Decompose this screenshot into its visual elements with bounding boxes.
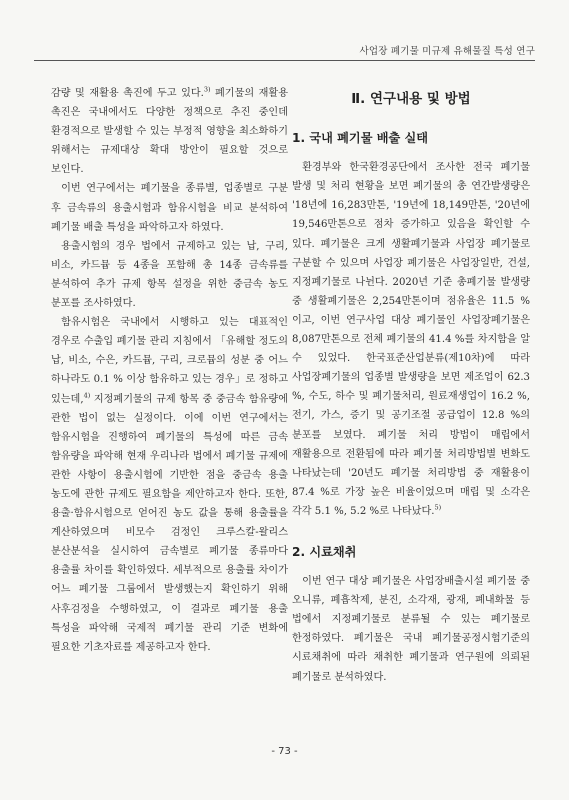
paragraph: 이번 연구 대상 폐기물은 사업장배출시설 폐기물 중 오니류, 폐흡착제, 분진, 소각재, 광재, 폐내화물 등 법에서 지정폐기물로 분류될 수 있는 폐기물로 한정하였다. 폐기물은 국내 폐기물공정시험기준의 시료채취에 따라 채취한 폐기물과 연구원에 의뢰된 폐기물로 분석하였다. xyxy=(292,576,530,683)
paragraph-text: 환경부와 한국환경공단에서 조사한 전국 폐기물 발생 및 처리 현황을 보면 폐기물의 총 연간발생량은 '18년에 16,283만톤, '19년에 18,149만톤, '20년에 19,546만톤으로 점차 증가하고 있음을 확인할 수 있다. 폐기물은 크게 생활폐기물과 사업장 폐기물로 구분할 수 있으며 사업장 폐기물은 사업장일반, 건설, 지정폐기물로 나뉜다. 2020년 기준 총폐기물 발생량 중 생활폐기물은 2,254만톤이며 점유율은 11.5 %이고, 이번 연구사업 대상 폐기물인 사업장폐기물은 8,087만톤으로 전체 폐기물의 41.4 %를 차지함을 알 수 있었다. 한국표준산업분류(제10차)에 따라 사업장폐기물의 업종별 발생량을 보면 제조업이 62.3 %, 수도, 하수 및 폐기물처리, 원료재생업이 16.2 %, 전기, 가스, 증기 및 공기조절 공급업이 12.8 %의 분포를 보였다. 폐기물 처리 방법이 매립에서 재활용으로 전환됨에 따라 폐기물 처리방법별 변화도 나타났는데 '20년도 폐기물 처리방법 중 재활용이 87.4 %로 가장 높은 비율이었으며 매립 및 소각은 각각 5.1 %, 5.2 %로 나타났다. xyxy=(292,162,530,517)
page-number: - 73 - xyxy=(271,746,298,757)
footnote-marker: 3) xyxy=(203,85,211,94)
paragraph-text: 감량 및 재활용 촉진에 두고 있다. xyxy=(51,88,204,99)
paragraph xyxy=(292,158,530,521)
footnote-marker: 4) xyxy=(83,391,91,400)
paragraph-text: 함유시험은 국내에서 시행하고 있는 대표적인 경우로 수출입 폐기물 관리 지침에서 「유해할 정도의 납, 비소, 수은, 카드뮴, 구리, 크로뮴의 성분 중 어느 하나라도 0.1 % 이상 함유하고 있는 경우」로 정하고 있는데, xyxy=(51,317,288,405)
left-column xyxy=(51,84,288,657)
footnote-marker: 5) xyxy=(434,503,442,512)
header-rule xyxy=(34,60,535,61)
section-title: Ⅱ. 연구내용 및 방법 xyxy=(351,91,471,107)
subsection-title: 1. 국내 폐기물 배출 실태 xyxy=(292,131,429,146)
spacer xyxy=(292,521,530,543)
subsection-title: 2. 시료채취 xyxy=(292,544,357,559)
paragraph xyxy=(51,84,288,179)
paragraph-text: 지정폐기물의 규제 항목 중 중금속 함유량에 관한 법이 없는 실정이다. 이에 이번 연구에서는 함유시험을 진행하여 폐기물의 특성에 따른 금속 함유량을 파악해 현재 우리나라 법에서 폐기물 규제에 관한 사항이 용출시험에 기반한 점을 중금속 용출 농도에 관한 규제도 필요함을 제안하고자 한다. 또한, 용출·함유시험으로 얻어진 농도 값을 통해 용출률을 계산하였으며 비모수 검정인 크루스칼-왈리스 분산분석을 실시하여 금속별로 폐기물 종류마다 용출률 차이를 확인하였다. 세부적으로 용출률 차이가 어느 폐기물 그룹에서 발생했는지 확인하기 위해 사후검정을 수행하였고, 이 결과로 폐기물 용출 특성을 파악해 국제적 폐기물 관리 기준 변화에 필요한 기초자료를 제공하고자 한다. xyxy=(51,393,288,653)
paragraph-text: 폐기물의 재활용 촉진은 국내에서도 다양한 정책으로 추진 중인데 환경적으로 발생할 수 있는 부정적 영향을 최소화하기 위해서는 규제대상 확대 방안이 필요할 것으로 보인다. xyxy=(51,88,288,176)
paragraph xyxy=(51,313,288,657)
right-column xyxy=(292,84,530,687)
paragraph: 용출시험의 경우 법에서 규제하고 있는 납, 구리, 비소, 카드뮴 등 4종을 포함해 총 14종 금속류를 분석하여 추가 규제 항목 설정을 위한 중금속 농도 분포를 조사하였다. xyxy=(51,240,288,310)
paragraph: 이번 연구에서는 폐기물을 종류별, 업종별로 구분 후 금속류의 용출시험과 함유시험을 비교 분석하여 폐기물 배출 특성을 파악하고자 하였다. xyxy=(51,183,288,233)
running-header: 사업장 폐기물 미규제 유해물질 특성 연구 xyxy=(359,46,535,57)
